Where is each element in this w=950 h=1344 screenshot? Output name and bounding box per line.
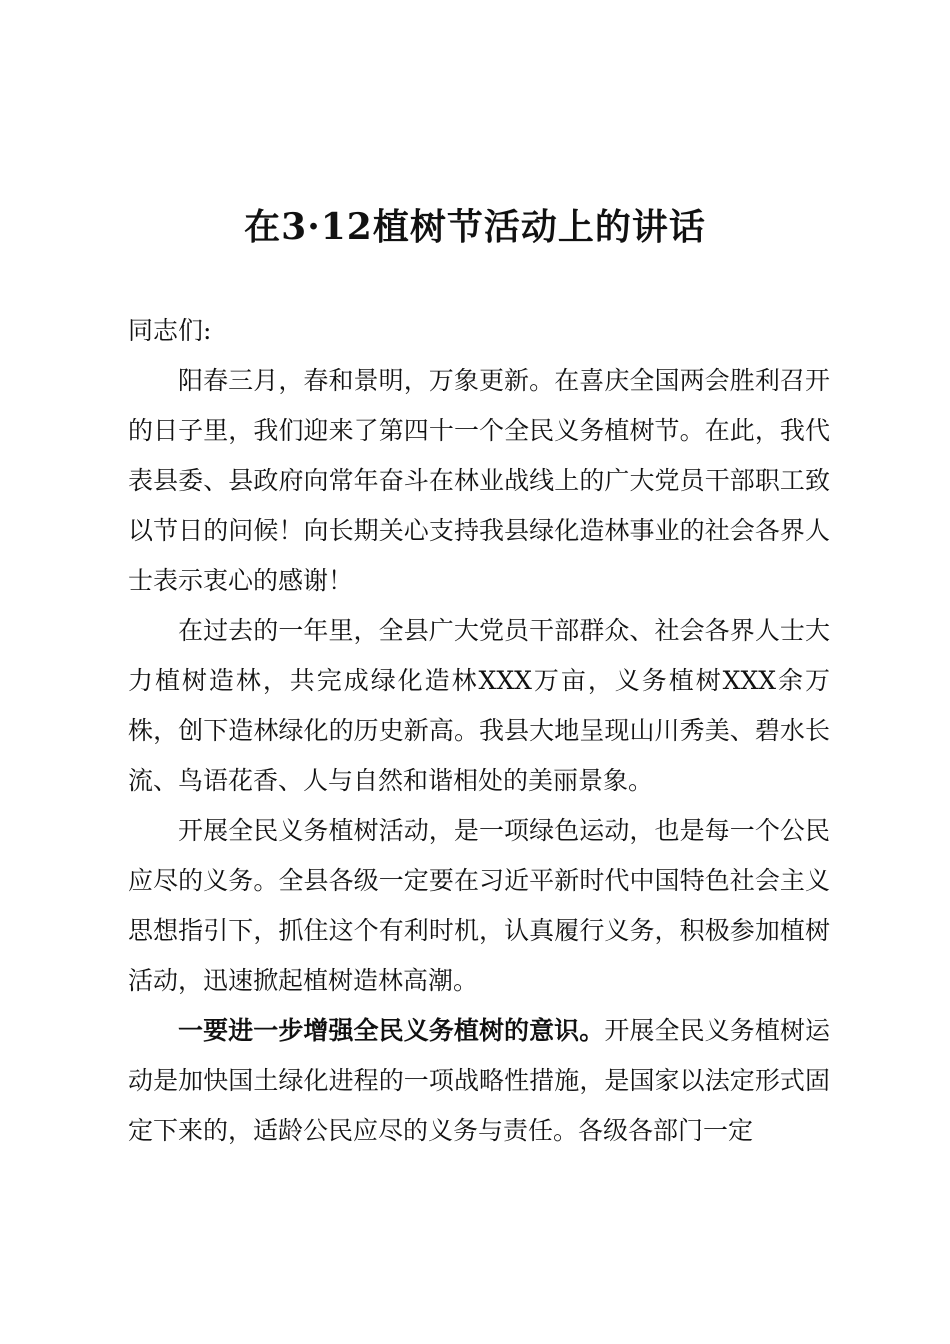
paragraph-text: 开展全民义务植树活动，是一项绿色运动，也是每一个公民应尽的义务。全县各级一定要在习近平新时代中国特色社会主义思想指引下，抓住这个有利时机，认真履行义务，积极参加植树活动，迅速掀起植树造林高潮。 — [128, 816, 830, 995]
paragraph-text: 在过去的一年里，全县广大党员干部群众、社会各界人士大力植树造林，共完成绿化造林XXX万亩，义务植树XXX余万株，创下造林绿化的历史新高。我县大地呈现山川秀美、碧水长流、鸟语花香、人与自然和谐相处的美丽景象。 — [128, 616, 830, 795]
paragraph-text: 阳春三月，春和景明，万象更新。在喜庆全国两会胜利召开的日子里，我们迎来了第四十一个全民义务植树节。在此，我代表县委、县政府向常年奋斗在林业战线上的广大党员干部职工致以节日的问候！向长期关心支持我县绿化造林事业的社会各界人士表示衷心的感谢！ — [128, 366, 830, 595]
paragraph-2 — [128, 606, 830, 806]
paragraph-3 — [128, 806, 830, 1006]
paragraph-1 — [128, 356, 830, 606]
salutation: 同志们: — [128, 316, 212, 345]
paragraph-lead-heading: 一要进一步增强全民义务植树的意识。 — [178, 1016, 605, 1045]
document-body — [128, 306, 830, 1156]
paragraph-4 — [128, 1006, 830, 1156]
paragraph-text: 开展全民义务植树运动是加快国土绿化进程的一项战略性措施，是国家以法定形式固定下来的，适龄公民应尽的义务与责任。各级各部门一定 — [128, 1016, 830, 1145]
document-title: 在3·12植树节活动上的讲话 — [244, 206, 706, 248]
